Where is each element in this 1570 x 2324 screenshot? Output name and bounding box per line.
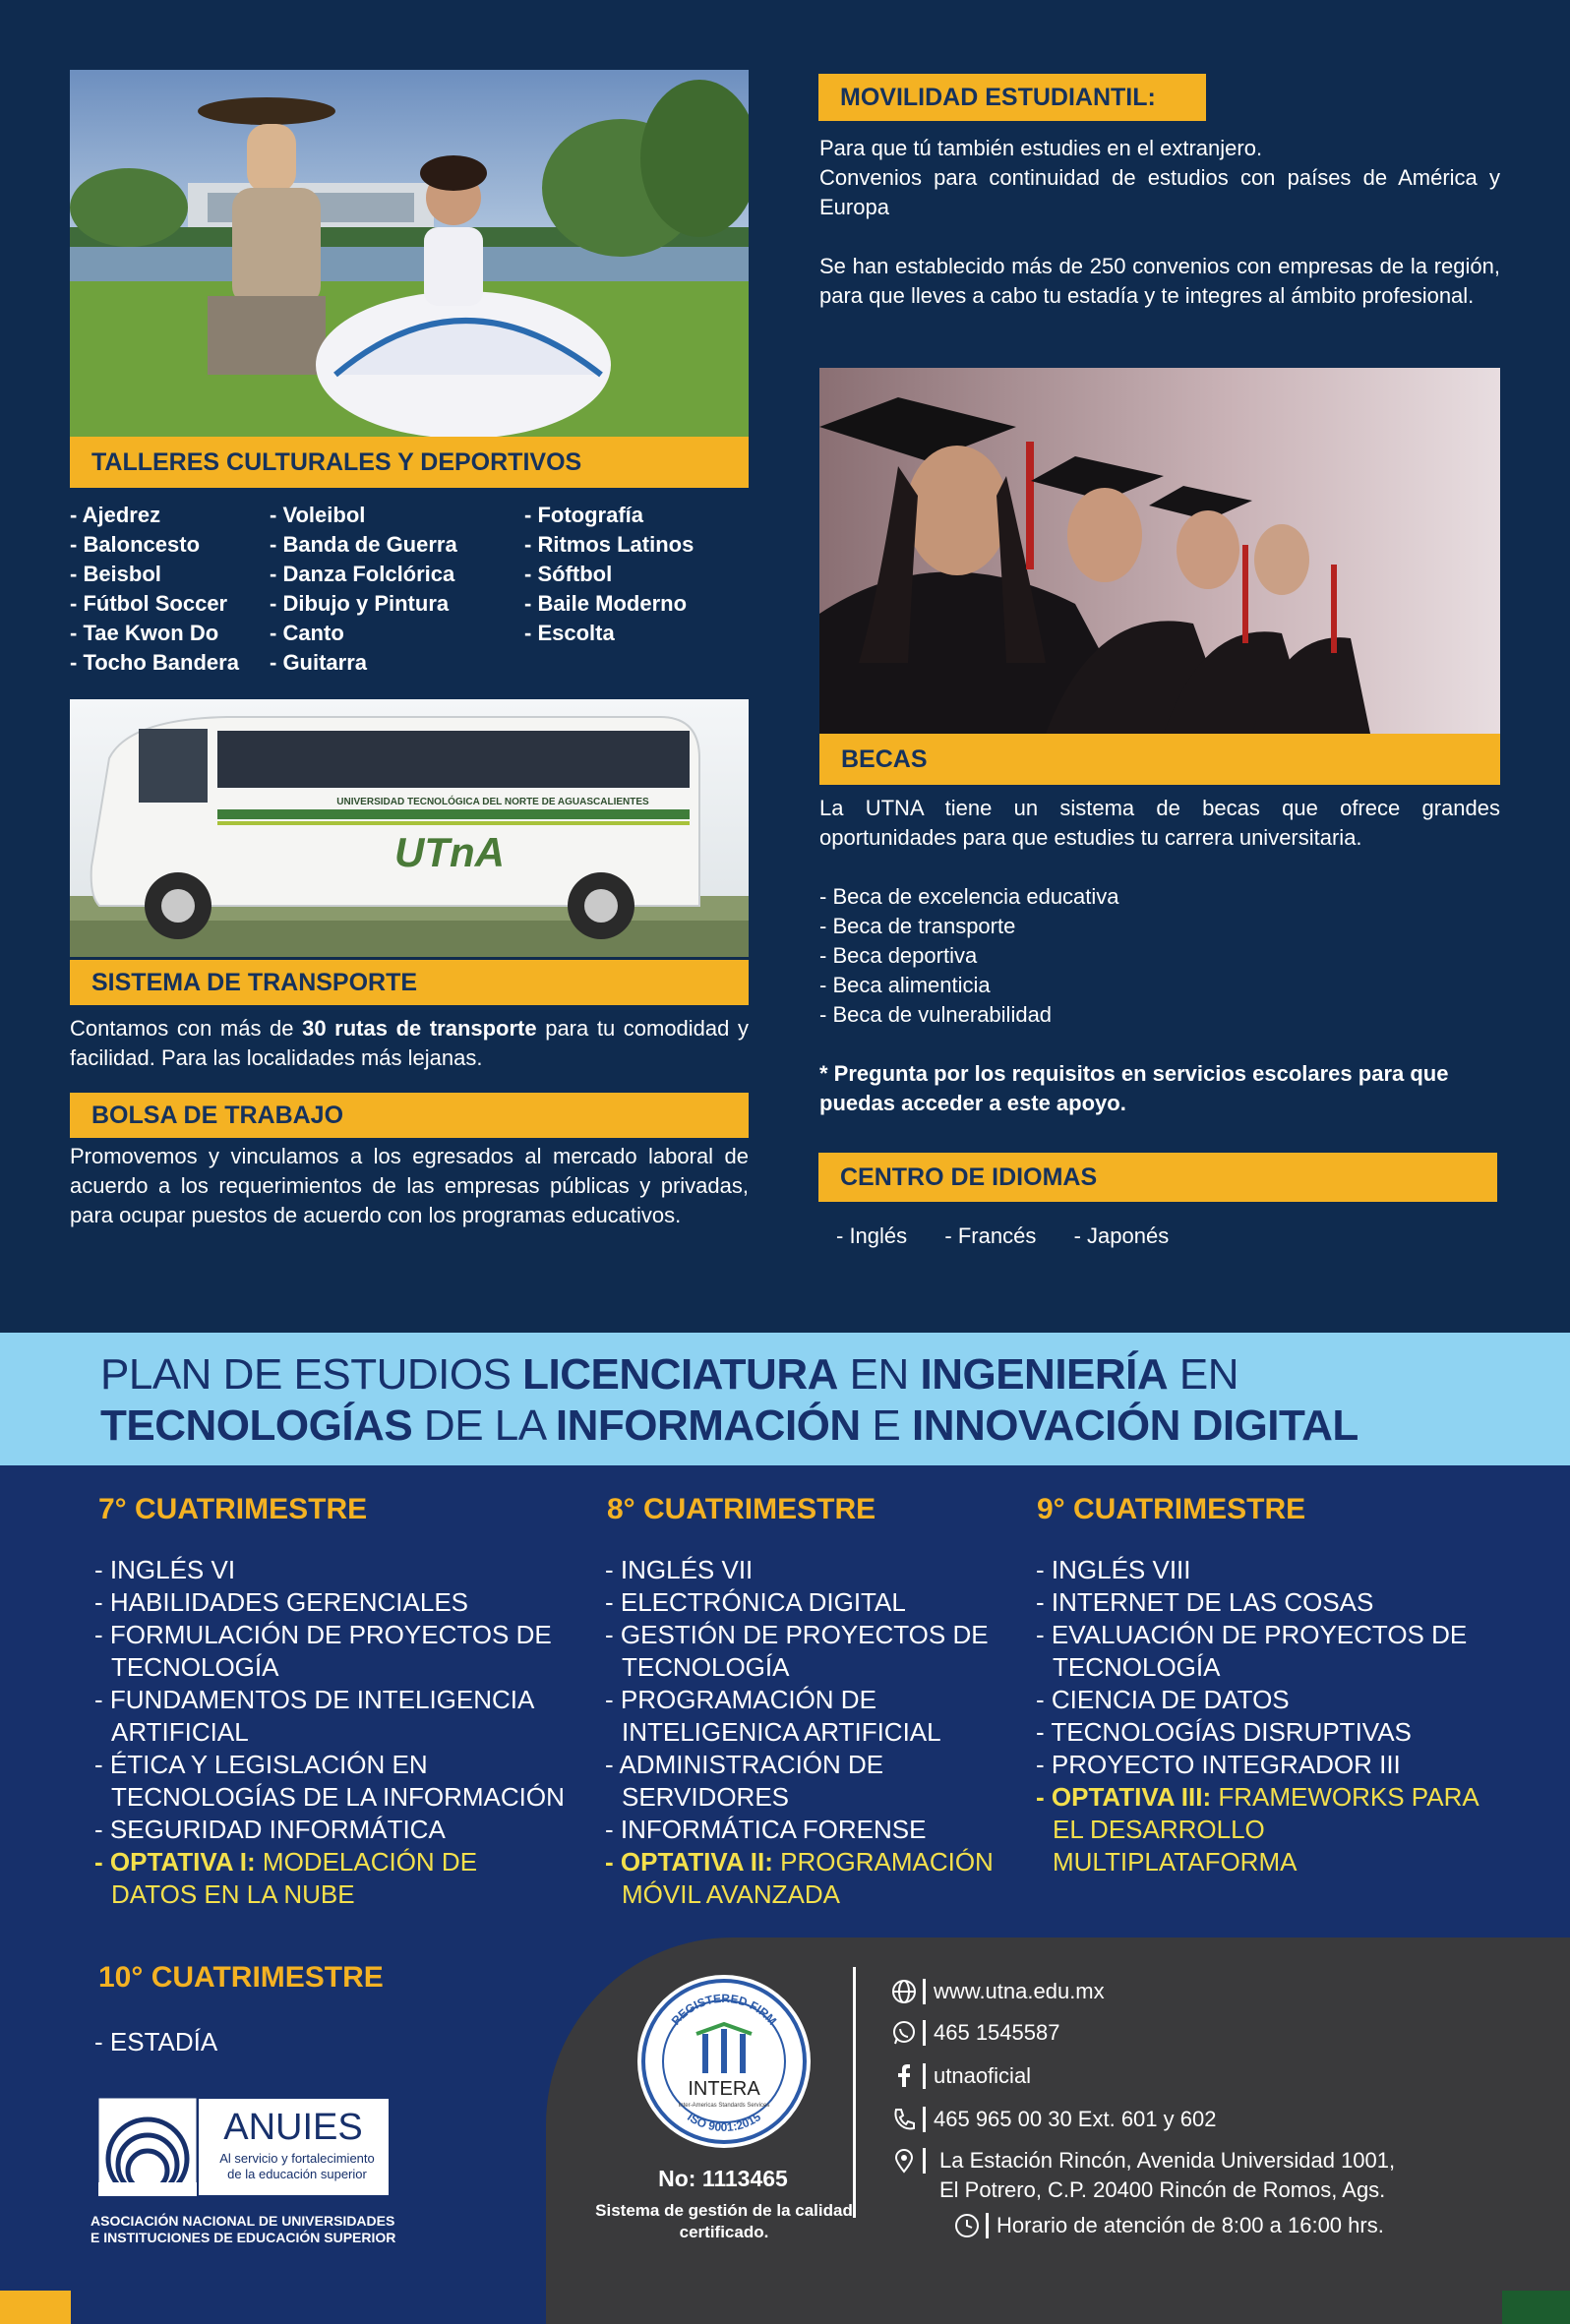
subject-item: - PROYECTO INTEGRADOR III — [1036, 1750, 1401, 1779]
subject-item: - EVALUACIÓN DE PROYECTOS DE TECNOLOGÍA — [1036, 1620, 1468, 1682]
idioma-item: - Japonés — [1073, 1223, 1170, 1248]
optativa-label: - OPTATIVA I: — [94, 1847, 256, 1877]
subject-item: - INGLÉS VI — [94, 1555, 236, 1584]
contact-divider — [853, 1967, 856, 2218]
subject-item: - TECNOLOGÍAS DISRUPTIVAS — [1036, 1717, 1412, 1747]
web-text: www.utna.edu.mx — [934, 1979, 1105, 2003]
separator-bar — [923, 1979, 926, 2004]
optativa-text: FRAMEWORKS PARA EL DESARROLLO MULTIPLATAFORMA — [1053, 1782, 1479, 1877]
address-line-1: La Estación Rincón, Avenida Universidad 1001, — [939, 2148, 1396, 2173]
becas-title-text: BECAS — [841, 745, 928, 773]
anuies-caption: ASOCIACIÓN NACIONAL DE UNIVERSIDADES E INSTITUCIONES DE EDUCACIÓN SUPERIOR — [91, 2213, 396, 2245]
transporte-title-text: SISTEMA DE TRANSPORTE — [91, 968, 418, 996]
contact-web[interactable] — [891, 1979, 1105, 2004]
subject-item: - PROGRAMACIÓN DE INTELIGENICA ARTIFICIAL — [605, 1685, 941, 1747]
beca-item: - Beca de vulnerabilidad — [819, 1002, 1053, 1027]
banner-word: INFORMACIÓN — [555, 1401, 861, 1450]
bolsa-title — [70, 1093, 749, 1138]
subject-item: - INGLÉS VIII — [1036, 1555, 1191, 1584]
movilidad-p2: Convenios para continuidad de estudios con países de América y Europa — [819, 165, 1500, 219]
taller-item: - Sóftbol — [524, 562, 613, 586]
subject-item: - INFORMÁTICA FORENSE — [605, 1815, 927, 1844]
subject-item: - HABILIDADES GERENCIALES — [94, 1587, 468, 1617]
c10-title: 10° CUATRIMESTRE — [98, 1961, 384, 1994]
optativa-item — [605, 1846, 1018, 1911]
cert-description: Sistema de gestión de la calidad certificado. — [595, 2201, 853, 2241]
cert-number: No: 1113465 — [658, 2166, 788, 2191]
dancers-photo — [70, 70, 749, 453]
taller-item: - Tocho Bandera — [70, 650, 239, 675]
taller-item: - Danza Folclórica — [270, 562, 455, 586]
subject-item: - ELECTRÓNICA DIGITAL — [605, 1587, 906, 1617]
intera-cert-badge — [637, 1975, 811, 2148]
taller-item: - Ajedrez — [70, 503, 161, 527]
becas-title — [819, 734, 1500, 785]
beca-item: - Beca alimenticia — [819, 973, 991, 997]
banner-word: INNOVACIÓN DIGITAL — [911, 1401, 1359, 1450]
beca-item: - Beca deportiva — [819, 943, 978, 968]
bolsa-text: Promovemos y vinculamos a los egresados al mercado laboral de acuerdo a los requerimientos de las empresas públicas y privadas, para ocupar puestos de acuerdo con los programas educativos. — [70, 1144, 749, 1227]
transporte-text-pre: Contamos con más de — [70, 1016, 303, 1041]
subject-item: - ÉTICA Y LEGISLACIÓN EN TECNOLOGÍAS DE LA INFORMACIÓN — [94, 1750, 565, 1812]
cert-ring-bottom: ISO 9001:2015 — [685, 2110, 763, 2135]
transporte-title — [70, 960, 749, 1005]
banner-word: EN — [837, 1350, 921, 1399]
talleres-title-text: TALLERES CULTURALES Y DEPORTIVOS — [91, 447, 582, 476]
idiomas-title-text: CENTRO DE IDIOMAS — [840, 1162, 1098, 1191]
talleres-col-2 — [270, 501, 457, 678]
subject-item: - FORMULACIÓN DE PROYECTOS DE TECNOLOGÍA — [94, 1620, 552, 1682]
taller-item: - Banda de Guerra — [270, 532, 457, 557]
plan-banner — [0, 1333, 1570, 1465]
taller-item: - Guitarra — [270, 650, 368, 675]
subject-item: - ADMINISTRACIÓN DE SERVIDORES — [605, 1750, 884, 1812]
banner-word: EN — [1168, 1350, 1239, 1399]
taller-item: - Baloncesto — [70, 532, 201, 557]
taller-item: - Tae Kwon Do — [70, 621, 219, 645]
banner-word: PLAN DE ESTUDIOS — [100, 1350, 523, 1399]
c9-list — [1036, 1554, 1508, 1878]
movilidad-title — [818, 74, 1206, 121]
subject-item: - GESTIÓN DE PROYECTOS DE TECNOLOGÍA — [605, 1620, 989, 1682]
banner-word: INGENIERÍA — [920, 1350, 1169, 1399]
separator-bar — [923, 2020, 926, 2046]
optativa-item — [1036, 1781, 1508, 1878]
taller-item: - Fotografía — [524, 503, 643, 527]
anuies-logo — [98, 2098, 390, 2196]
phone-text: 465 965 00 30 Ext. 601 y 602 — [934, 2107, 1217, 2131]
corner-accent-green — [1502, 2291, 1570, 2324]
idiomas-list — [836, 1222, 1169, 1251]
separator-bar — [986, 2213, 989, 2238]
c8-list — [605, 1554, 1018, 1911]
movilidad-title-text: MOVILIDAD ESTUDIANTIL: — [840, 83, 1156, 111]
banner-word: E — [860, 1401, 912, 1450]
idiomas-title — [818, 1153, 1497, 1202]
beca-item: - Beca de transporte — [819, 914, 1016, 938]
c7-list — [94, 1554, 567, 1911]
taller-item: - Baile Moderno — [524, 591, 688, 616]
bus-photo — [70, 699, 749, 957]
c7-title: 7° CUATRIMESTRE — [98, 1493, 368, 1525]
graduates-photo — [819, 368, 1500, 734]
whatsapp-icon — [891, 2020, 917, 2046]
optativa-text: MODELACIÓN DE DATOS EN LA NUBE — [111, 1847, 478, 1909]
transporte-text-bold: 30 rutas de transporte — [302, 1016, 537, 1041]
taller-item: - Ritmos Latinos — [524, 532, 694, 557]
separator-bar — [923, 2148, 926, 2174]
subject-item: - INGLÉS VII — [605, 1555, 754, 1584]
subject-item: - INTERNET DE LAS COSAS — [1036, 1587, 1374, 1617]
optativa-label: - OPTATIVA II: — [605, 1847, 773, 1877]
clock-icon — [954, 2213, 980, 2238]
location-pin-icon — [891, 2148, 917, 2174]
subject-item: - CIENCIA DE DATOS — [1036, 1685, 1290, 1714]
optativa-item — [94, 1846, 567, 1911]
optativa-label: - OPTATIVA III: — [1036, 1782, 1212, 1812]
transporte-text — [70, 1014, 749, 1073]
talleres-col-1 — [70, 501, 239, 678]
subject-item: - SEGURIDAD INFORMÁTICA — [94, 1815, 446, 1844]
c10-list — [94, 2026, 390, 2058]
separator-bar — [923, 2063, 926, 2089]
taller-item: - Fútbol Soccer — [70, 591, 228, 616]
facebook-text: utnaoficial — [934, 2063, 1032, 2088]
taller-item: - Canto — [270, 621, 344, 645]
bus-side-text: UNIVERSIDAD TECNOLÓGICA DEL NORTE DE AGUASCALIENTES — [336, 797, 649, 807]
beca-item: - Beca de excelencia educativa — [819, 884, 1119, 909]
becas-note: * Pregunta por los requisitos en servicios escolares para que puedas acceder a este apoyo. — [819, 1061, 1449, 1115]
contact-facebook[interactable] — [891, 2063, 1031, 2089]
cert-name: INTERA — [688, 2078, 760, 2100]
hours-text: Horario de atención de 8:00 a 16:00 hrs. — [996, 2213, 1384, 2237]
c8-title: 8° CUATRIMESTRE — [607, 1493, 876, 1525]
subject-item: - FUNDAMENTOS DE INTELIGENCIA ARTIFICIAL — [94, 1685, 533, 1747]
banner-word: TECNOLOGÍAS — [100, 1401, 413, 1450]
becas-intro: La UTNA tiene un sistema de becas que ofrece grandes oportunidades para que estudies tu carrera universitaria. — [819, 796, 1500, 850]
movilidad-p1: Para que tú también estudies en el extranjero. — [819, 136, 1263, 160]
contact-phone[interactable] — [891, 2107, 1216, 2132]
cert-sub: Inter-Americas Standards Services — [678, 2103, 770, 2109]
banner-line-1 — [100, 1350, 1238, 1400]
separator-bar — [923, 2107, 926, 2132]
taller-item: - Dibujo y Pintura — [270, 591, 450, 616]
banner-word: DE LA — [412, 1401, 556, 1450]
corner-accent-gold — [0, 2291, 71, 2324]
anuies-name: ANUIES — [223, 2107, 363, 2148]
taller-item: - Escolta — [524, 621, 615, 645]
anuies-tagline: Al servicio y fortalecimiento de la educación superior — [219, 2151, 375, 2181]
phone-icon — [891, 2107, 917, 2132]
movilidad-text — [819, 134, 1500, 311]
talleres-title — [70, 437, 749, 488]
bolsa-title-text: BOLSA DE TRABAJO — [91, 1101, 344, 1129]
c9-title: 9° CUATRIMESTRE — [1037, 1493, 1306, 1525]
subject-item: - ESTADÍA — [94, 2027, 218, 2056]
facebook-icon — [891, 2063, 917, 2089]
idioma-item: - Inglés — [836, 1223, 908, 1248]
contact-whatsapp[interactable] — [891, 2020, 1059, 2046]
cert-ring-top: REGISTERED FIRM — [668, 1991, 780, 2028]
globe-icon — [891, 1979, 917, 2004]
transporte-text-post: para tu comodidad y facilidad. Para las localidades más lejanas. — [70, 1016, 749, 1070]
banner-word: LICENCIATURA — [522, 1350, 838, 1399]
idioma-item: - Francés — [944, 1223, 1037, 1248]
optativa-text: PROGRAMACIÓN MÓVIL AVANZADA — [622, 1847, 994, 1909]
address-line-2: El Potrero, C.P. 20400 Rincón de Romos, Ags. — [939, 2177, 1386, 2202]
taller-item: - Voleibol — [270, 503, 366, 527]
taller-item: - Beisbol — [70, 562, 161, 586]
whatsapp-text: 465 1545587 — [934, 2020, 1060, 2045]
movilidad-p3: Se han establecido más de 250 convenios con empresas de la región, para que lleves a cabo tu estadía y te integres al ámbito profesional. — [819, 254, 1500, 308]
banner-line-2 — [100, 1401, 1359, 1451]
contact-address — [891, 2148, 1395, 2205]
bus-logo: UTnA — [394, 829, 505, 875]
becas-list — [819, 882, 1500, 1030]
contact-hours — [954, 2213, 1384, 2238]
talleres-col-3 — [524, 501, 694, 648]
